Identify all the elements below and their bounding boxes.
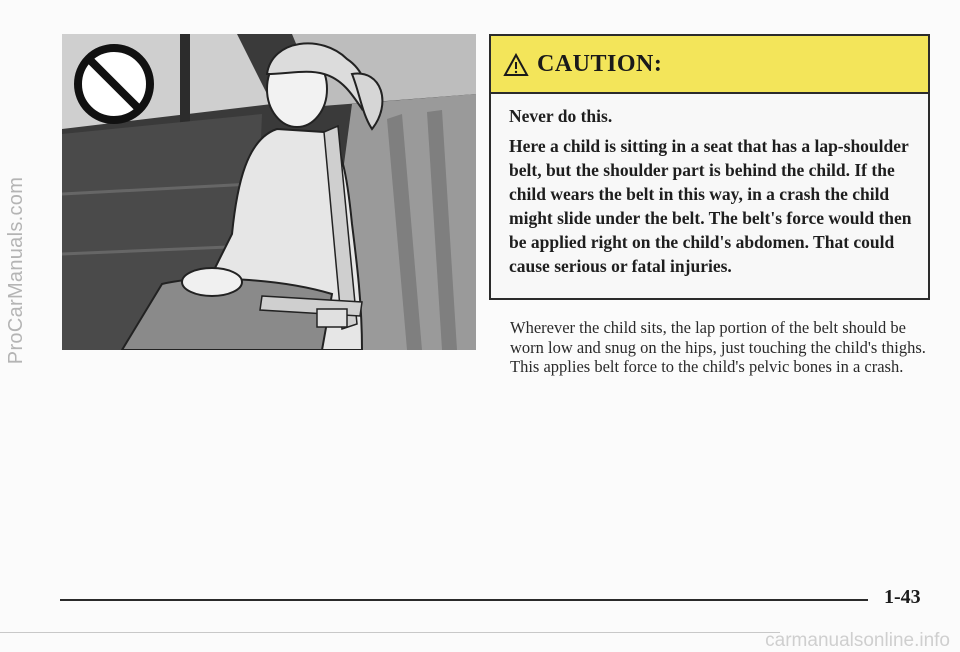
caution-text: Here a child is sitting in a seat that has a lap-shoulder belt, but the shoulder part is behind the child. If the child wears the belt in this way, in a crash the child might slide under the belt. The belt's force would then be applied right on the child's abdomen. That could cause serious or fatal injuries. bbox=[509, 136, 912, 276]
illustration-drawing bbox=[62, 34, 476, 350]
bottom-divider bbox=[0, 632, 780, 633]
bottom-watermark: carmanualsonline.info bbox=[765, 630, 950, 651]
side-watermark bbox=[4, 60, 30, 480]
caution-header bbox=[491, 36, 928, 94]
warning-triangle-icon bbox=[503, 53, 529, 77]
caution-box bbox=[489, 34, 930, 300]
side-watermark-text: ProCarManuals.com bbox=[5, 176, 28, 364]
body-paragraph: Wherever the child sits, the lap portion of the belt should be worn low and snug on the hips, just touching the child's thighs. This applies belt force to the child's pelvic bones in a crash. bbox=[510, 318, 926, 376]
child-seatbelt-illustration bbox=[62, 34, 476, 350]
footer-rule bbox=[60, 599, 868, 601]
caution-body bbox=[491, 94, 928, 278]
caution-lead: Never do this. bbox=[509, 106, 613, 126]
caution-title: CAUTION: bbox=[537, 50, 663, 77]
page-number: 1-43 bbox=[884, 586, 921, 608]
